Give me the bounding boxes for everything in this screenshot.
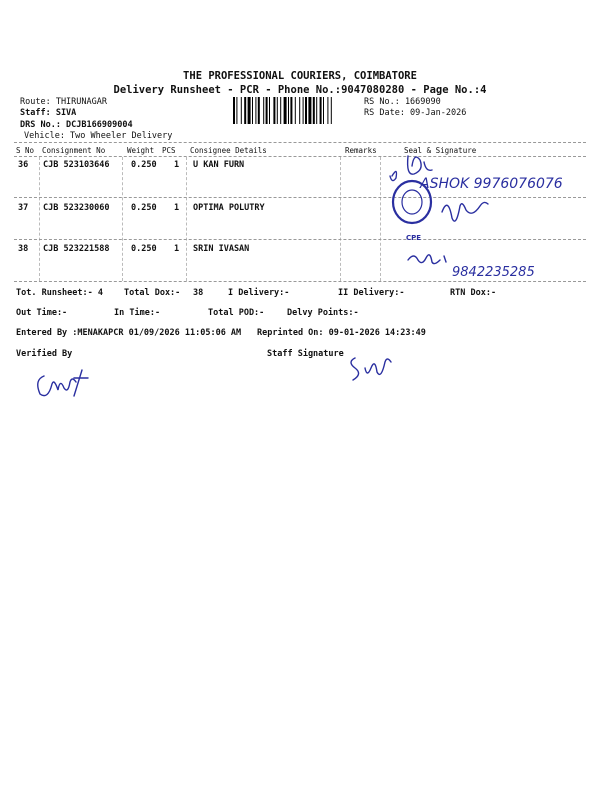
seal-and-signatures	[380, 150, 590, 290]
verified-by-label: Verified By	[16, 349, 73, 359]
tot-runsheet: Tot. Runsheet:- 4	[16, 288, 103, 298]
column-separator	[39, 157, 40, 281]
col-consignee: Consignee Details	[190, 146, 267, 155]
total-pod: Total POD:-	[208, 308, 265, 318]
column-separator	[122, 157, 123, 281]
rs-number: RS No.: 1669090	[364, 97, 441, 107]
col-seal-signature: Seal & Signature	[404, 146, 477, 155]
row-weight: 0.250	[131, 203, 157, 213]
in-time: In Time:-	[114, 308, 161, 318]
staff-signature-label: Staff Signature	[267, 349, 344, 359]
barcode	[233, 97, 363, 124]
stamp-text: CPE	[406, 234, 422, 242]
delvy-points: Delvy Points:-	[287, 308, 359, 318]
rtn-dox: RTN Dox:-	[450, 288, 497, 298]
row-consignee: U KAN FURN	[193, 160, 245, 170]
runsheet-subtitle: Delivery Runsheet - PCR - Phone No.:9047080280 - Page No.:4	[113, 84, 487, 96]
col-remarks: Remarks	[345, 146, 377, 155]
total-dox-value: 38	[193, 288, 204, 298]
row-consignment: CJB 523230060	[43, 203, 110, 213]
out-time: Out Time:-	[16, 308, 68, 318]
row-consignee: OPTIMA POLUTRY	[193, 203, 265, 213]
reprinted-on: Reprinted On: 09-01-2026 14:23:49	[257, 328, 426, 338]
col-sno: S No	[16, 146, 35, 155]
row-pcs: 1	[174, 203, 180, 213]
rs-date: RS Date: 09-Jan-2026	[364, 108, 467, 118]
drs-label: DRS No.: DCJB166909004	[20, 120, 133, 130]
entered-by: Entered By :MENAKAPCR 01/09/2026 11:05:06 AM	[16, 328, 242, 338]
row-consignee: SRIN IVASAN	[193, 244, 250, 254]
col-consignment: Consignment No	[42, 146, 106, 155]
table-top-rule	[14, 142, 586, 143]
total-dox: Total Dox:-	[124, 288, 181, 298]
column-separator	[340, 157, 341, 281]
i-delivery: I Delivery:-	[228, 288, 290, 298]
row-weight: 0.250	[131, 244, 157, 254]
route-label: Route: THIRUNAGAR	[20, 97, 107, 107]
row-sno: 38	[18, 244, 29, 254]
row-sno: 36	[18, 160, 29, 170]
row-weight: 0.250	[131, 160, 157, 170]
staff-label: Staff: SIVA	[20, 108, 77, 118]
col-weight: Weight	[127, 146, 155, 155]
ii-delivery: II Delivery:-	[338, 288, 405, 298]
staff-signature	[345, 350, 405, 385]
handwritten-row36: ASHOK 9976076076	[420, 176, 563, 192]
column-separator	[186, 157, 187, 281]
row-consignment: CJB 523103646	[43, 160, 110, 170]
company-name: THE PROFESSIONAL COURIERS, COIMBATORE	[183, 70, 417, 82]
row-sno: 37	[18, 203, 29, 213]
vehicle-label: Vehicle: Two Wheeler Delivery	[24, 131, 173, 141]
row-pcs: 1	[174, 244, 180, 254]
col-pcs: PCS	[162, 146, 176, 155]
row-consignment: CJB 523221588	[43, 244, 110, 254]
row-pcs: 1	[174, 160, 180, 170]
handwritten-row38: 9842235285	[452, 265, 535, 280]
verified-signature	[30, 362, 100, 402]
